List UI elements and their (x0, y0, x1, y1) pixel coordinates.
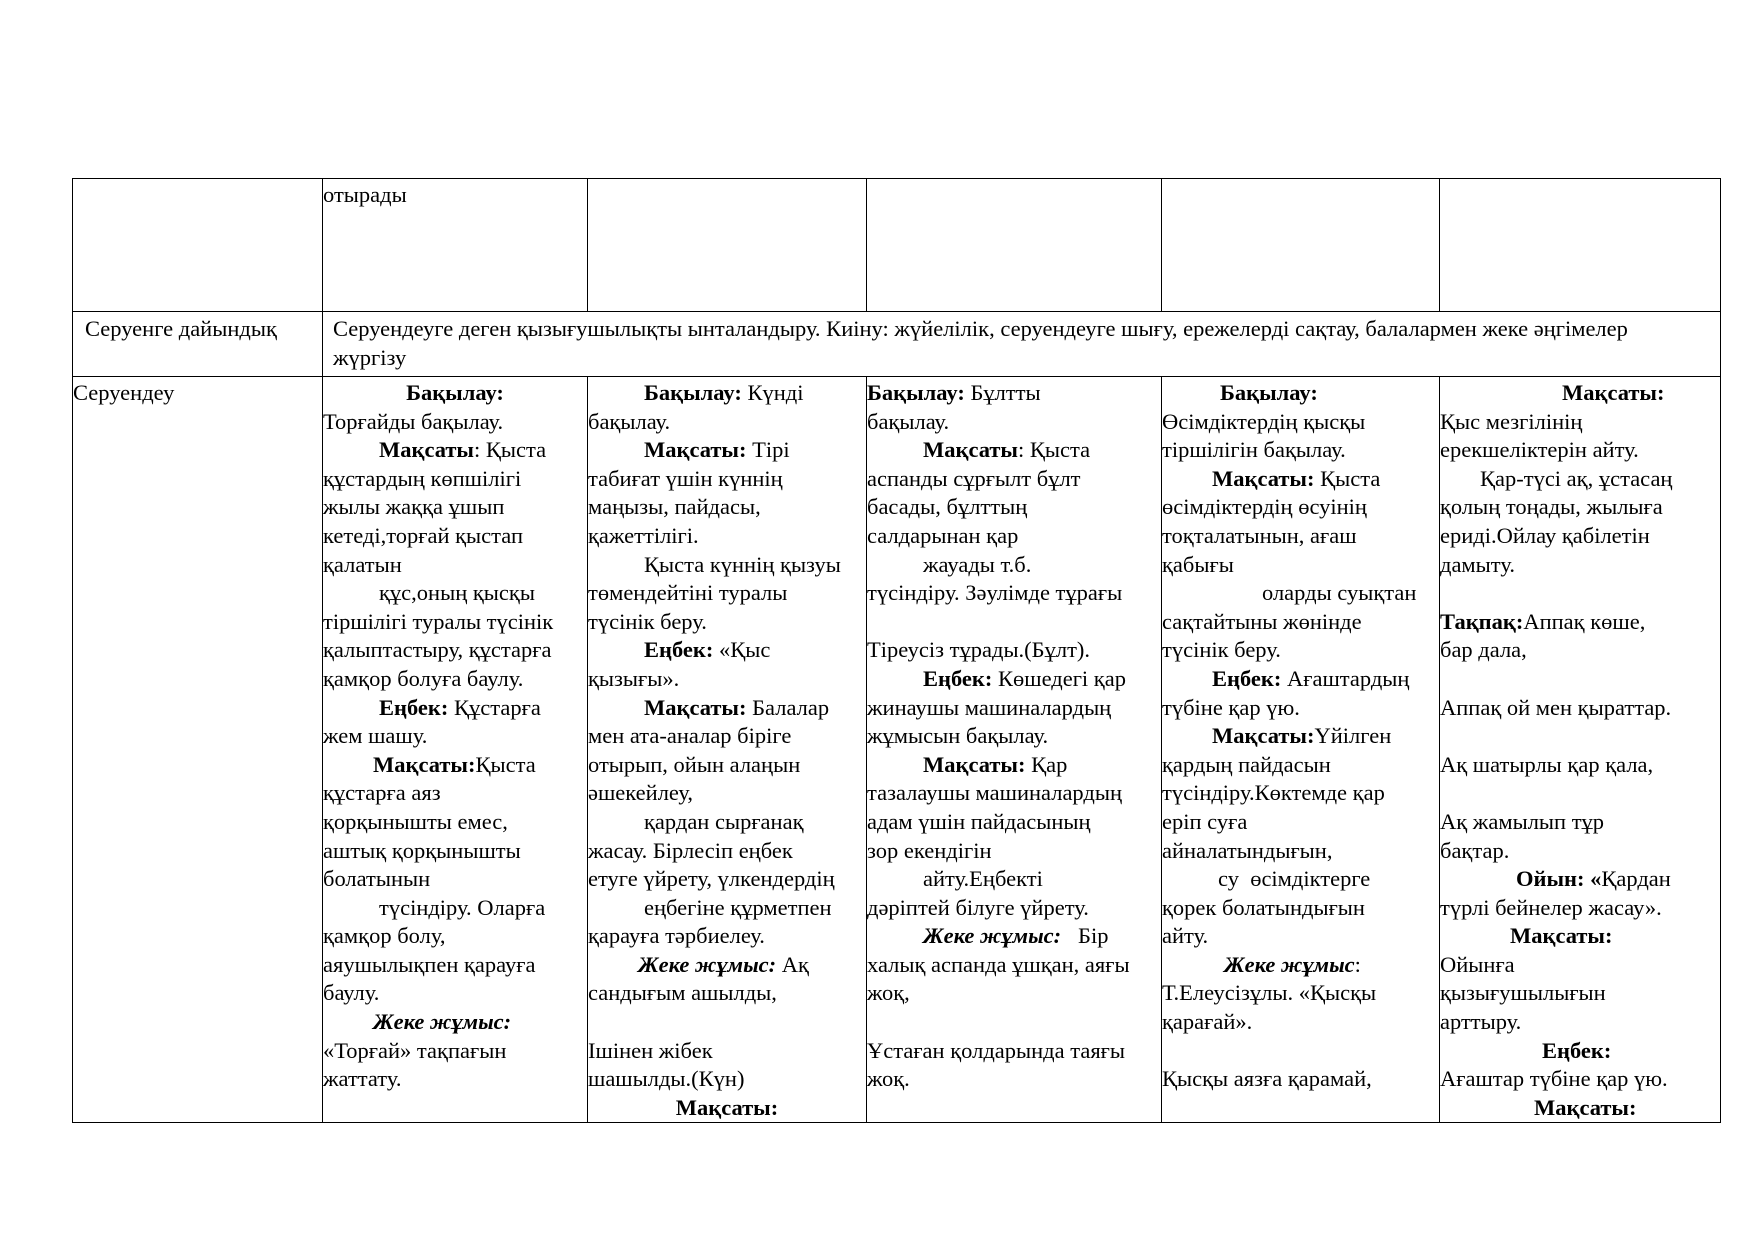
cell-line: баулу. (323, 980, 380, 1006)
heading-individual-work: Жеке жұмыс: (923, 923, 1062, 949)
cell-line: Қар (1025, 751, 1068, 777)
cell-line: еріп суға (1162, 808, 1248, 834)
heading-labor: Еңбек: (644, 637, 714, 663)
row-label-preparation: Серуенге дайындық (85, 316, 277, 341)
heading-labor: Еңбек: (1212, 665, 1282, 691)
walk-cell-4 (1162, 377, 1440, 1123)
cell-line: бақылау. (588, 408, 671, 434)
cell-line: түсінік беру. (588, 608, 707, 634)
table-cell (323, 312, 1721, 377)
cell-line: Т.Елеусізұлы. «Қысқы (1162, 980, 1377, 1006)
heading-goal: Мақсаты: (1562, 380, 1665, 405)
cell-line: Бір (1061, 923, 1109, 949)
cell-line: Қыста (475, 751, 536, 777)
cell-line: қорек болатындығын (1162, 894, 1365, 920)
cell-line: түсіндіру. Оларға (379, 894, 546, 920)
heading-individual-work: Жеке жұмыс: (638, 951, 777, 977)
heading-goal: Мақсаты: (644, 437, 747, 463)
walk-cell-5 (1440, 377, 1721, 1123)
cell-line: төмендейтіні туралы (588, 580, 788, 606)
cell-line: Тірі (746, 437, 790, 463)
cell-line: тіршілігін бақылау. (1162, 437, 1346, 463)
empty-line (1440, 722, 1720, 751)
empty-line (1440, 779, 1720, 808)
empty-line (1440, 579, 1720, 608)
heading-observation: Бақылау: (644, 380, 742, 405)
cell-line: түсіндіру. Зәулімде тұрағы (867, 580, 1123, 606)
cell-line: түсінік беру. (1162, 637, 1281, 663)
empty-line (588, 1008, 866, 1037)
cell-line: Бұлтты (964, 380, 1041, 405)
cell-line: дамыту. (1440, 551, 1515, 577)
cell-line: Аппақ ой мен қыраттар. (1440, 694, 1672, 720)
heading-observation: Бақылау: (867, 380, 965, 405)
cell-line: жауады т.б. (923, 551, 1032, 577)
cell-line: Қар-түсі ақ, ұстасаң (1480, 465, 1673, 491)
cell-line: Қардан (1601, 866, 1671, 892)
heading-goal: Мақсаты (923, 437, 1018, 463)
cell-line: жаттату. (323, 1066, 402, 1092)
heading-labor: Еңбек: (379, 694, 449, 720)
heading-goal: Мақсаты: (373, 751, 476, 777)
table-cell (323, 179, 588, 312)
cell-line: маңызы, пайдасы, (588, 494, 761, 520)
heading-labor: Еңбек: (1542, 1037, 1612, 1063)
cell-line: қажеттілігі. (588, 522, 699, 548)
cell-line: жем шашу. (323, 723, 428, 749)
cell-line: түрлі бейнелер жасау». (1440, 894, 1662, 920)
cell-line: қызығушылығын (1440, 980, 1606, 1006)
table-cell (867, 179, 1162, 312)
cell-line: Құстарға (448, 694, 541, 720)
cell-line: Ақ (776, 951, 809, 977)
cell-line: қардан сырғанақ (644, 808, 804, 834)
cell-line: Торғайды бақылау. (323, 408, 504, 434)
table-row (73, 179, 1721, 312)
cell-line: құстарға аяз (323, 780, 441, 806)
cell-line: сақтайтыны жөнінде (1162, 608, 1362, 634)
cell-line: жоқ, (867, 980, 910, 1006)
table-cell (73, 179, 323, 312)
cell-line: қалатын (323, 551, 402, 577)
cell-line: «Торғай» тақпағын (323, 1037, 507, 1063)
cell-line: айту. (1162, 923, 1209, 949)
cell-line: тазалаушы машиналардың (867, 780, 1122, 806)
walk-cell-2 (588, 377, 867, 1123)
cell-line: қарағай». (1162, 1009, 1253, 1035)
cell-line: аштық қорқынышты (323, 837, 521, 863)
cell-line: : Қыста (474, 437, 547, 463)
heading-observation: Бақылау: (406, 380, 504, 405)
cell-line: Ақ жамылып тұр (1440, 808, 1605, 834)
cell-line: су өсімдіктерге (1218, 866, 1371, 892)
cell-line: Үйілген (1314, 723, 1392, 749)
cell-line: Қыста күннің қызуы (644, 551, 841, 577)
cell-line: болатынын (323, 866, 431, 892)
cell-line: шашылды.(Күн) (588, 1066, 745, 1092)
cell-line: жасау. Бірлесіп еңбек (588, 837, 793, 863)
empty-line (1162, 1037, 1439, 1066)
cell-line: айналатындығын, (1162, 837, 1333, 863)
cell-line: халық аспанда ұшқан, аяғы (867, 951, 1130, 977)
cell-line: Ағаштар түбіне қар үю. (1440, 1066, 1668, 1092)
cell-line: сандығым ашылды, (588, 980, 777, 1006)
heading-goal: Мақсаты: (675, 1094, 779, 1120)
cell-line: қорқынышты емес, (323, 808, 508, 834)
empty-line (867, 608, 1161, 637)
heading-goal: Мақсаты: (1212, 465, 1315, 491)
cell-line: өсімдіктердің өсуінің (1162, 494, 1367, 520)
cell-line: Қысқы аязға қарамай, (1162, 1066, 1372, 1092)
cell-line: салдарынан қар (867, 522, 1019, 548)
cell-line: Ішінен жібек (588, 1037, 713, 1063)
cell-line: жинаушы машиналардың (867, 694, 1112, 720)
cell-line: ерекшеліктерін айту. (1440, 437, 1639, 463)
heading-goal: Мақсаты (379, 437, 474, 463)
cell-line: Қыста (1314, 465, 1381, 491)
table-cell (588, 179, 867, 312)
cell-line: мен ата-аналар біріге (588, 723, 792, 749)
cell-line: кетеді,торғай қыстап (323, 522, 523, 548)
cell-line: бар дала, (1440, 637, 1527, 663)
cell-line: бақтар. (1440, 837, 1510, 863)
cell-line: арттыру. (1440, 1009, 1522, 1035)
heading-game: Ойын: « (1516, 866, 1602, 892)
cell-line: құстардың көпшілігі (323, 465, 522, 491)
cell-line: : Қыста (1018, 437, 1091, 463)
heading-poem: Тақпақ: (1440, 608, 1524, 634)
cell-line: қызығы». (588, 665, 680, 691)
empty-line (867, 1008, 1161, 1037)
cell-line: Көшедегі қар (992, 665, 1126, 691)
cell-line: жылы жаққа ұшып (323, 494, 505, 520)
cell-line: аяушылықпен қарауға (323, 951, 536, 977)
preparation-text: Серуендеуге деген қызығушылықты ынталандыру. Киіну: жүйелілік, серуендеуге шығу, ережелерді сақтау, балалармен жеке әңгімелер жүргізу (333, 316, 1628, 370)
cell-line: жұмысын бақылау. (867, 723, 1049, 749)
heading-observation: Бақылау: (1220, 380, 1318, 405)
cell-line: адам үшін пайдасының (867, 808, 1091, 834)
cell-line: жоқ. (867, 1066, 910, 1092)
heading-individual-work: Жеке жұмыс: (373, 1009, 512, 1035)
cell-line: оларды суықтан (1262, 580, 1417, 606)
cell-line: қалыптастыру, құстарға (323, 637, 552, 663)
cell-line: Өсімдіктердің қысқы (1162, 408, 1366, 434)
cell-line: түсіндіру.Көктемде қар (1162, 780, 1385, 806)
heading-labor: Еңбек: (923, 665, 993, 691)
cell-line: қабығы (1162, 551, 1234, 577)
plan-table (72, 178, 1721, 1123)
cell-line: табиғат үшін күннің (588, 465, 783, 491)
cell-line: аспанды сұрғылт бұлт (867, 465, 1081, 491)
heading-goal: Мақсаты: (1534, 1094, 1637, 1120)
cell-line: отырып, ойын алаңын (588, 751, 801, 777)
cell-line: қарауға тәрбиелеу. (588, 923, 765, 949)
cell-line: тоқталатынын, ағаш (1162, 522, 1357, 548)
cell-line: етуге үйрету, үлкендердің (588, 866, 835, 892)
cell-line: Тіреусіз тұрады.(Бұлт). (867, 637, 1091, 663)
table-cell (73, 312, 323, 377)
row-label-walk: Серуендеу (73, 380, 175, 405)
walk-cell-3 (867, 377, 1162, 1123)
cell-line: Күнді (741, 380, 804, 405)
cell-line: қамқор болуға баулу. (323, 665, 524, 691)
cell-line: Ағаштардың (1281, 665, 1410, 691)
heading-goal: Мақсаты: (1212, 723, 1315, 749)
table-cell (1162, 179, 1440, 312)
table-row (73, 377, 1721, 1123)
table-cell (1440, 179, 1721, 312)
cell-line: айту.Еңбекті (923, 866, 1043, 892)
walk-cell-1 (323, 377, 588, 1123)
table-cell (73, 377, 323, 1123)
empty-line (1440, 665, 1720, 694)
cell-line: «Қыс (713, 637, 771, 663)
cell-line: түбіне қар үю. (1162, 694, 1300, 720)
table-row (73, 312, 1721, 377)
cell-line: ериді.Ойлау қабілетін (1440, 522, 1650, 548)
cell-line: Балалар (746, 694, 830, 720)
cell-line: қардың пайдасын (1162, 751, 1331, 777)
cell-line: әшекейлеу, (588, 780, 693, 806)
cell-line: зор екендігін (867, 837, 992, 863)
cell-text: отырады (323, 182, 407, 207)
heading-goal: Мақсаты: (644, 694, 747, 720)
cell-line: Аппақ көше, (1523, 608, 1646, 634)
cell-line: Ойынға (1440, 951, 1515, 977)
heading-goal: Мақсаты: (923, 751, 1026, 777)
cell-line: бақылау. (867, 408, 950, 434)
cell-line: дәріптей білуге үйрету. (867, 894, 1089, 920)
cell-line: Ақ шатырлы қар қала, (1440, 751, 1654, 777)
cell-line: Ұстаған қолдарында таяғы (867, 1037, 1126, 1063)
cell-line: қамқор болу, (323, 923, 446, 949)
cell-line: Қыс мезгілінің (1440, 408, 1583, 434)
heading-individual-work: Жеке жұмыс (1224, 951, 1355, 977)
heading-goal: Мақсаты: (1510, 923, 1613, 949)
cell-line: еңбегіне құрметпен (644, 894, 832, 920)
cell-line: басады, бұлттың (867, 494, 1028, 520)
cell-line: қолың тоңады, жылыға (1440, 494, 1663, 520)
cell-line: құс,оның қысқы (379, 580, 535, 606)
cell-line: : (1354, 951, 1361, 977)
cell-line: тіршілігі туралы түсінік (323, 608, 554, 634)
